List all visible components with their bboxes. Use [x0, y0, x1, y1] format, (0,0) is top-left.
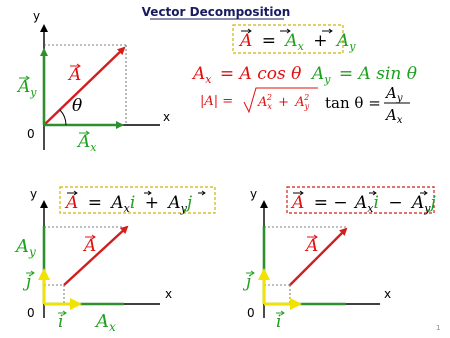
label-unit-i: [58, 311, 66, 332]
angle-arc: [60, 110, 66, 125]
x-axis-label: x: [163, 110, 171, 124]
magnitude-equation-rhs: $A_x2$ + $A_y2$: [258, 93, 310, 111]
unit-vector-equation: A = − $A_xi$ − $A_yj$: [292, 193, 436, 215]
origin-label: 0: [27, 127, 35, 141]
tan-denominator: $A_x$: [386, 106, 403, 126]
tan-equation-lhs: tan θ =: [325, 94, 381, 112]
label-vector-a: [82, 235, 96, 256]
slide-title: Vector Decomposition: [141, 5, 291, 19]
panel-bottom-left: [14, 187, 215, 334]
equations: [191, 25, 417, 126]
origin-label: 0: [27, 306, 35, 320]
svg-text:A: A: [306, 236, 319, 256]
x-axis-label: x: [384, 287, 392, 301]
y-axis-label: y: [250, 187, 258, 201]
label-vector-a: [67, 64, 81, 85]
label-unit-j: [22, 271, 34, 292]
label-ay: $A_y$: [16, 236, 36, 259]
svg-text:j: j: [26, 272, 32, 292]
panel-top: [16, 9, 170, 154]
ay-equation: $A_y$ = A sin θ: [312, 64, 417, 86]
svg-text:A: A: [84, 236, 97, 256]
label-unit-j: [242, 271, 254, 292]
label-ax: $A_x$: [96, 311, 116, 334]
svg-text:j: j: [246, 272, 252, 292]
label-vector-ax: [76, 131, 97, 154]
vector-a: [44, 48, 124, 125]
label-unit-i: [276, 311, 284, 332]
label-vector-ay: [16, 76, 37, 99]
svg-text:Ay: $A_y$: [18, 77, 37, 99]
svg-text:i: i: [276, 312, 282, 332]
theta-label: θ: [72, 96, 83, 116]
svg-text:A: A: [69, 65, 82, 85]
page-number: 1: [436, 324, 441, 332]
sum-equation: A = $A_x$ + $A_y$: [240, 31, 356, 53]
ax-equation: $A_x$ = A cos θ: [193, 64, 302, 86]
y-axis-label: y: [33, 9, 41, 23]
unit-vector-equation: A = $A_xi$ + $A_yj$: [66, 193, 193, 215]
tan-numerator: $A_y$: [386, 84, 403, 104]
svg-text:Ax: $A_x$: [78, 132, 97, 154]
svg-text:i: i: [58, 312, 64, 332]
origin-label: 0: [247, 306, 255, 320]
magnitude-equation-lhs: |A| =: [200, 94, 234, 109]
y-axis-label: y: [30, 187, 38, 201]
label-vector-a: [304, 235, 318, 256]
x-axis-label: x: [165, 287, 173, 301]
panel-bottom-right: [242, 187, 437, 332]
